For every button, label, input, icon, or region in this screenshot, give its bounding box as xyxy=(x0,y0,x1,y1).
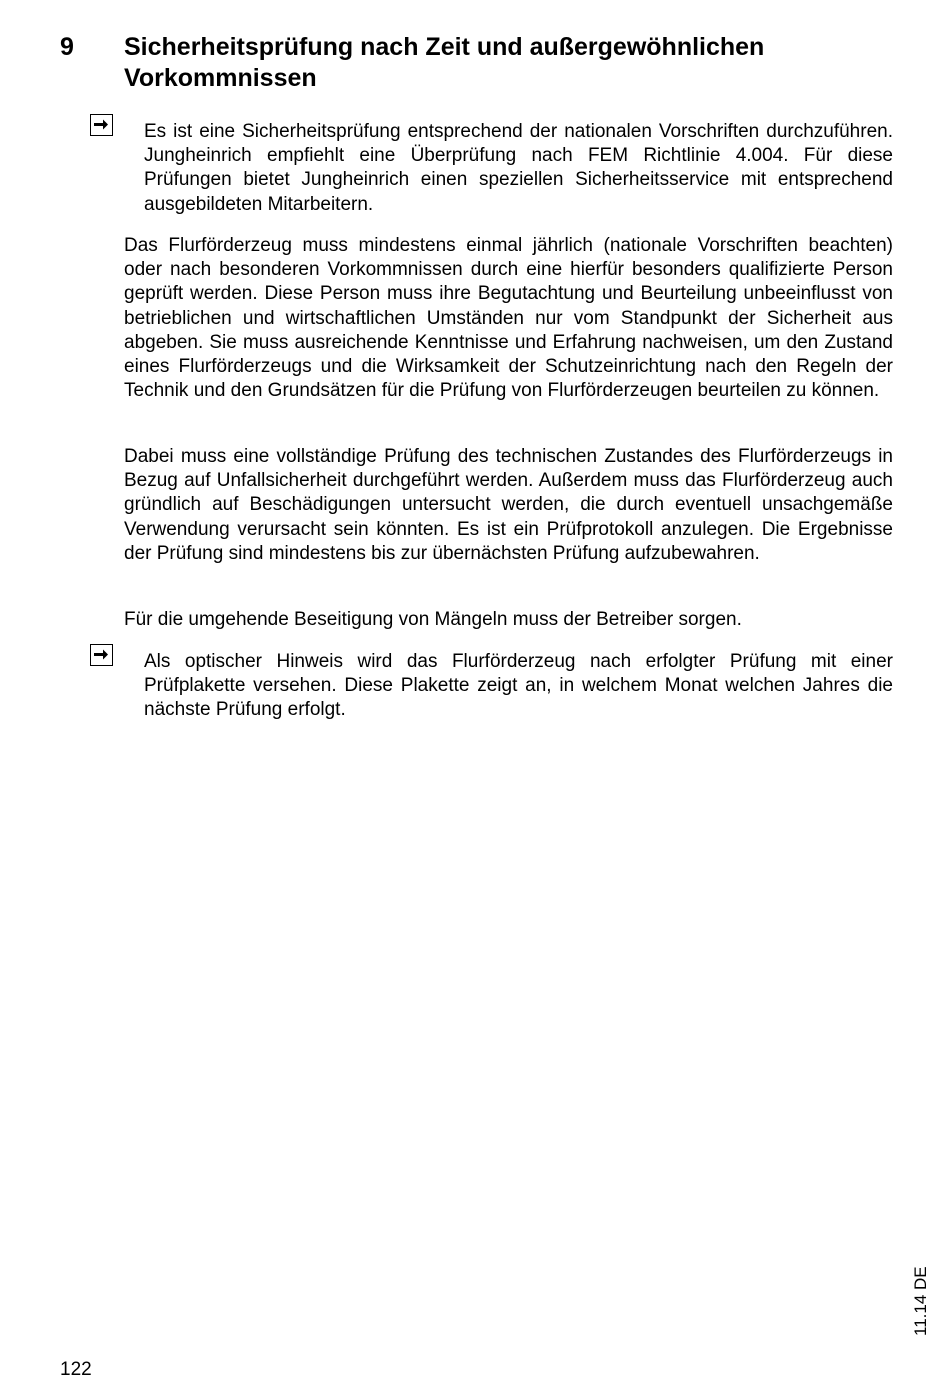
body-paragraph-3: Für die umgehende Beseitigung von Mängeln muss der Betreiber sorgen. xyxy=(124,609,742,630)
note-paragraph-1: Es ist eine Sicherheitsprüfung entsprechend der nationalen Vorschriften durchzuführen. Jungheinrich empfiehlt eine Überprüfung nach FEM Richtlinie 4.004. Für diese Prüfungen bietet Jungheinrich einen speziellen Sicherheitsservice mit entsprechend ausgebildeten Mitarbeitern. xyxy=(144,121,893,215)
body-paragraph-1: Das Flurförderzeug muss mindestens einmal jährlich (nationale Vorschriften beachten) oder nach besonderen Vorkommnissen durch eine hierfür besonders qualifizierte Person geprüft werden. Diese Person muss ihre Begutachtung und Beurteilung unbeeinflusst von betrieblichen und wirtschaftlichen Umständen nur vom Standpunkt der Sicherheit aus abgeben. Sie muss ausreichende Kenntnisse und Erfahrung nachweisen, um den Zustand eines Flurförderzeugs und die Wirksamkeit der Schutzeinrichtung nach den Regeln der Technik und den Grundsätzen für die Prüfung von Flurförderzeugen beurteilen zu können. xyxy=(124,235,893,402)
section-number: 9 xyxy=(60,33,74,61)
arrow-right-icon xyxy=(93,117,109,132)
section-title: Sicherheitsprüfung nach Zeit und außergewöhnlichen Vorkommnissen xyxy=(124,33,765,92)
note-arrow-icon xyxy=(90,114,113,136)
page-number: 122 xyxy=(60,1359,92,1380)
date-code: 11.14 DE xyxy=(911,1266,930,1336)
note-paragraph-2: Als optischer Hinweis wird das Flurförderzeug nach erfolgter Prüfung mit einer Prüfplakette versehen. Diese Plakette zeigt an, in welchem Monat welchen Jahres die nächste Prüfung erfolgt. xyxy=(144,651,893,721)
note-arrow-icon xyxy=(90,644,113,666)
body-paragraph-2: Dabei muss eine vollständige Prüfung des technischen Zustandes des Flurförderzeugs in Bezug auf Unfallsicherheit durchgeführt werden. Außerdem muss das Flurförderzeug auch gründlich auf Beschädigungen untersucht werden, die durch eventuell unsachgemäße Verwendung verursacht sein könnten. Es ist ein Prüfprotokoll anzulegen. Die Ergebnisse der Prüfung sind mindestens bis zur übernächsten Prüfung aufzubewahren. xyxy=(124,446,893,564)
arrow-right-icon xyxy=(93,647,109,662)
